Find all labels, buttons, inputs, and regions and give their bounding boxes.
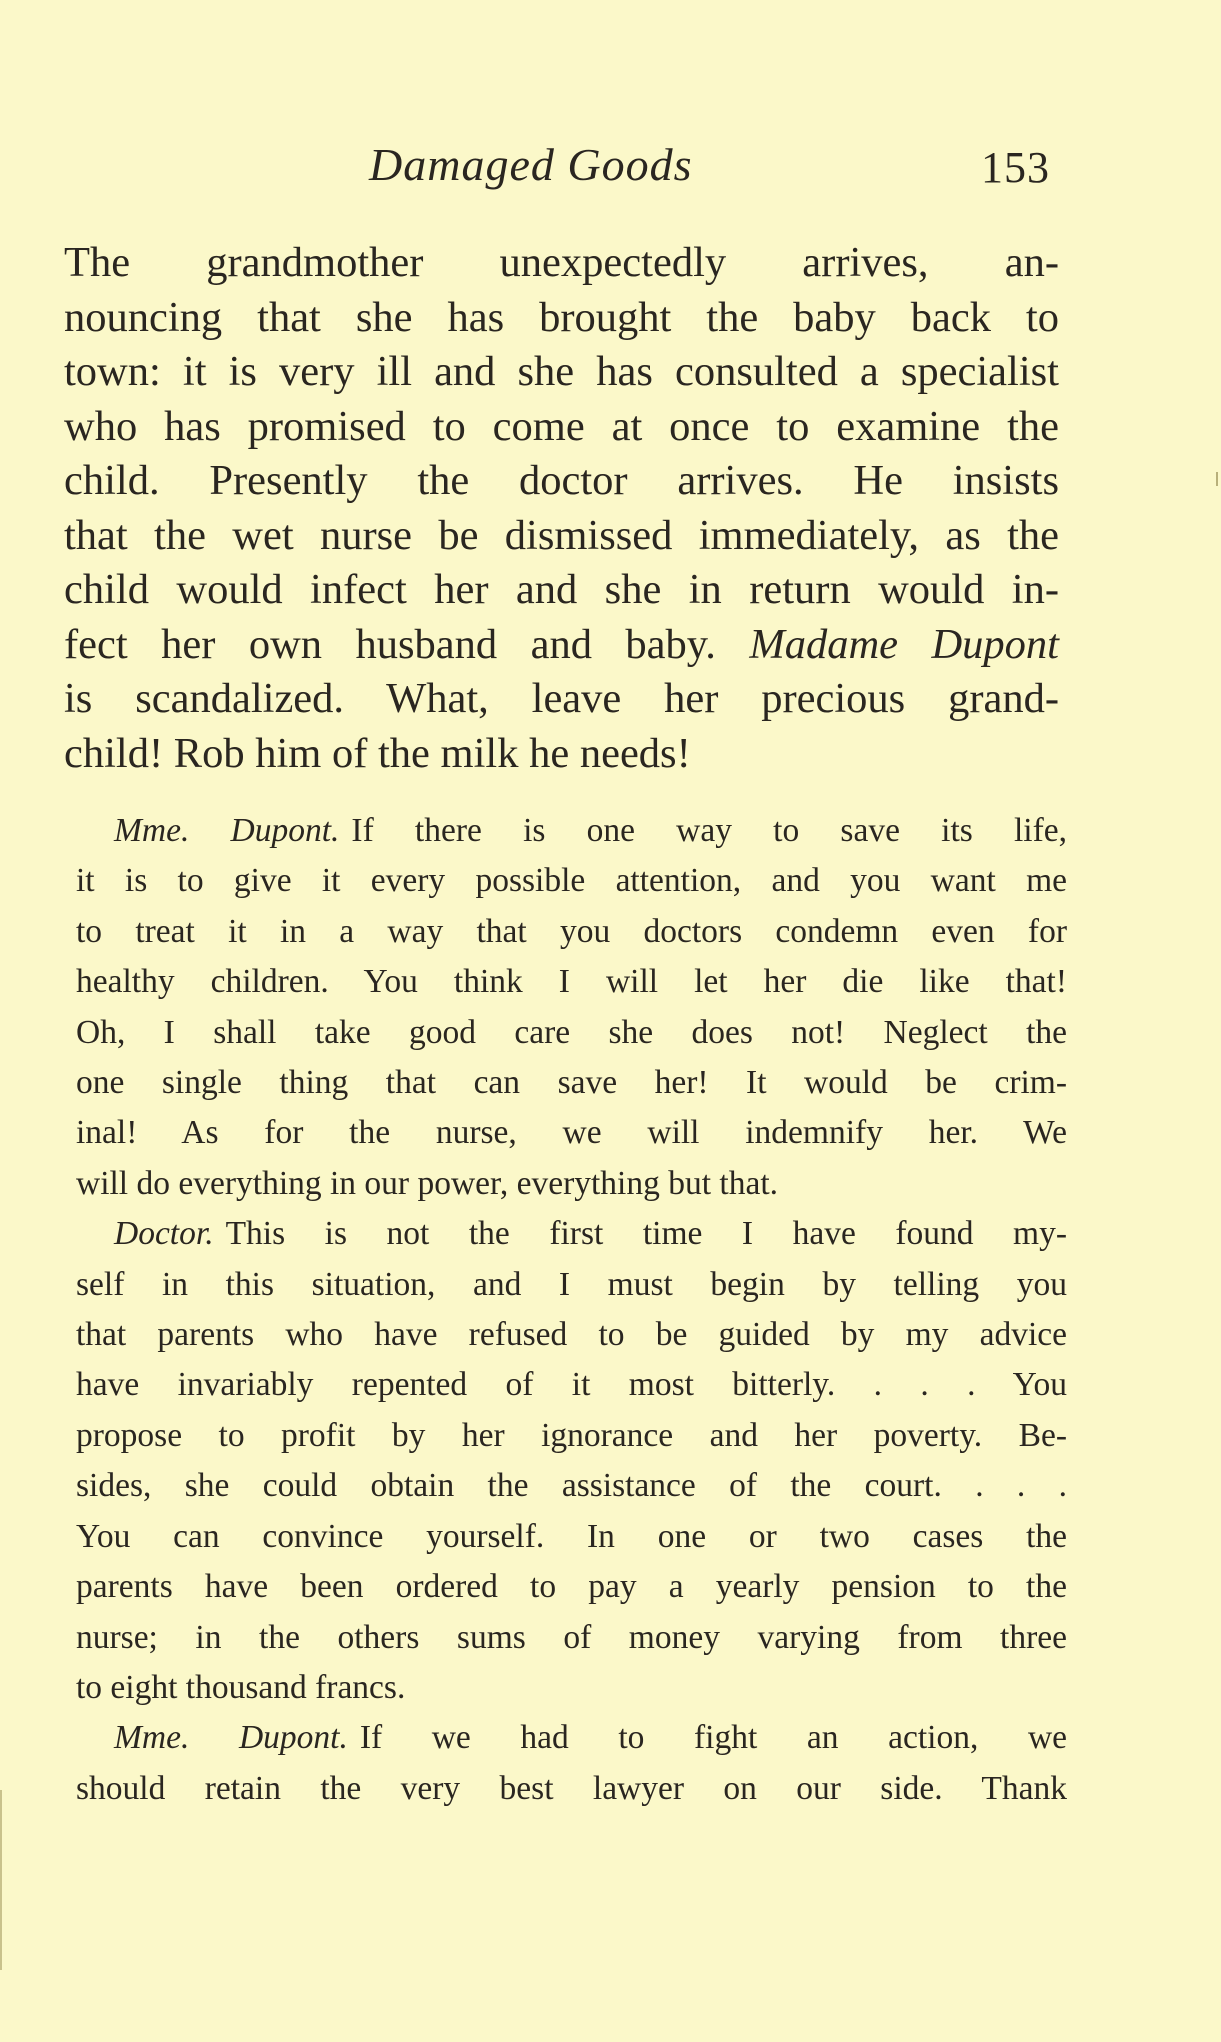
page-edge-mark — [0, 1790, 2, 1970]
speaker-name: Mme. Dupont. — [114, 1719, 348, 1757]
text-line: You can convince yourself. In one or two cases the — [76, 1517, 1067, 1555]
text-line — [64, 618, 1059, 673]
speech-text: If there is one way to save its life, — [351, 812, 1067, 849]
text-line: inal! As for the nurse, we will indemnify her. We — [76, 1114, 1067, 1152]
running-title: Damaged Goods — [369, 139, 693, 190]
text-line: child would infect her and she in return would in- — [64, 566, 1059, 613]
margin-mark — [1216, 472, 1218, 486]
text-line: Oh, I shall take good care she does not! Neglect the — [76, 1013, 1067, 1051]
speech-block — [76, 1713, 1067, 1814]
summary-paragraph — [64, 236, 1059, 781]
text-line: self in this situation, and I must begin by telling you — [76, 1265, 1067, 1303]
text-line: it is to give it every possible attention, and you want me — [76, 862, 1067, 900]
text-line: propose to profit by her ignorance and her poverty. Be- — [76, 1416, 1067, 1454]
speaker-name: Doctor. — [114, 1215, 214, 1253]
speech-text: This is not the first time I have found my- — [225, 1215, 1067, 1253]
speech-block — [76, 806, 1067, 1209]
speech-block — [76, 1209, 1067, 1713]
text-line: healthy children. You think I will let her die like that! — [76, 963, 1067, 1001]
speech-text: If we had to fight an action, we — [359, 1719, 1068, 1757]
text-line: nouncing that she has brought the baby back to — [64, 293, 1059, 341]
text-line: town: it is very ill and she has consulted a specialist — [64, 348, 1059, 395]
speaker-name: Mme. Dupont. — [114, 812, 340, 849]
text-line: sides, she could obtain the assistance of the court. . . . — [76, 1467, 1067, 1505]
text-line: is scandalized. What, leave her precious grand- — [64, 675, 1059, 722]
text-line: The grandmother unexpectedly arrives, an- — [64, 239, 1059, 286]
speech-first-line — [76, 806, 1067, 856]
dialogue — [76, 806, 1067, 1814]
text-line: one single thing that can save her! It would be crim- — [76, 1064, 1067, 1102]
text-line: nurse; in the others sums of money varying from three — [76, 1618, 1067, 1656]
text-line: child! Rob him of the milk he needs! — [64, 729, 691, 777]
text-line: that the wet nurse be dismissed immediately, as the — [64, 511, 1059, 559]
speech-first-line — [76, 1713, 1067, 1763]
running-head — [64, 138, 1064, 198]
text-line: parents have been ordered to pay a yearly pension to the — [76, 1568, 1067, 1606]
text-line: who has promised to come at once to examine the — [64, 402, 1059, 450]
text-line: have invariably repented of it most bitterly. . . . You — [76, 1366, 1067, 1404]
character-name: Madame Dupont — [749, 620, 1059, 668]
text-line: will do everything in our power, everything but that. — [76, 1164, 779, 1202]
text-line: to treat it in a way that you doctors condemn even for — [76, 912, 1067, 950]
page-number: 153 — [981, 143, 1050, 192]
speech-first-line — [76, 1209, 1067, 1259]
text-fragment: fect her own husband and baby. — [64, 620, 750, 668]
text-line: to eight thousand francs. — [76, 1668, 406, 1706]
text-line: child. Presently the doctor arrives. He insists — [64, 457, 1059, 504]
text-line: should retain the very best lawyer on our side. Thank — [76, 1769, 1067, 1807]
text-line: that parents who have refused to be guided by my advice — [76, 1316, 1067, 1354]
